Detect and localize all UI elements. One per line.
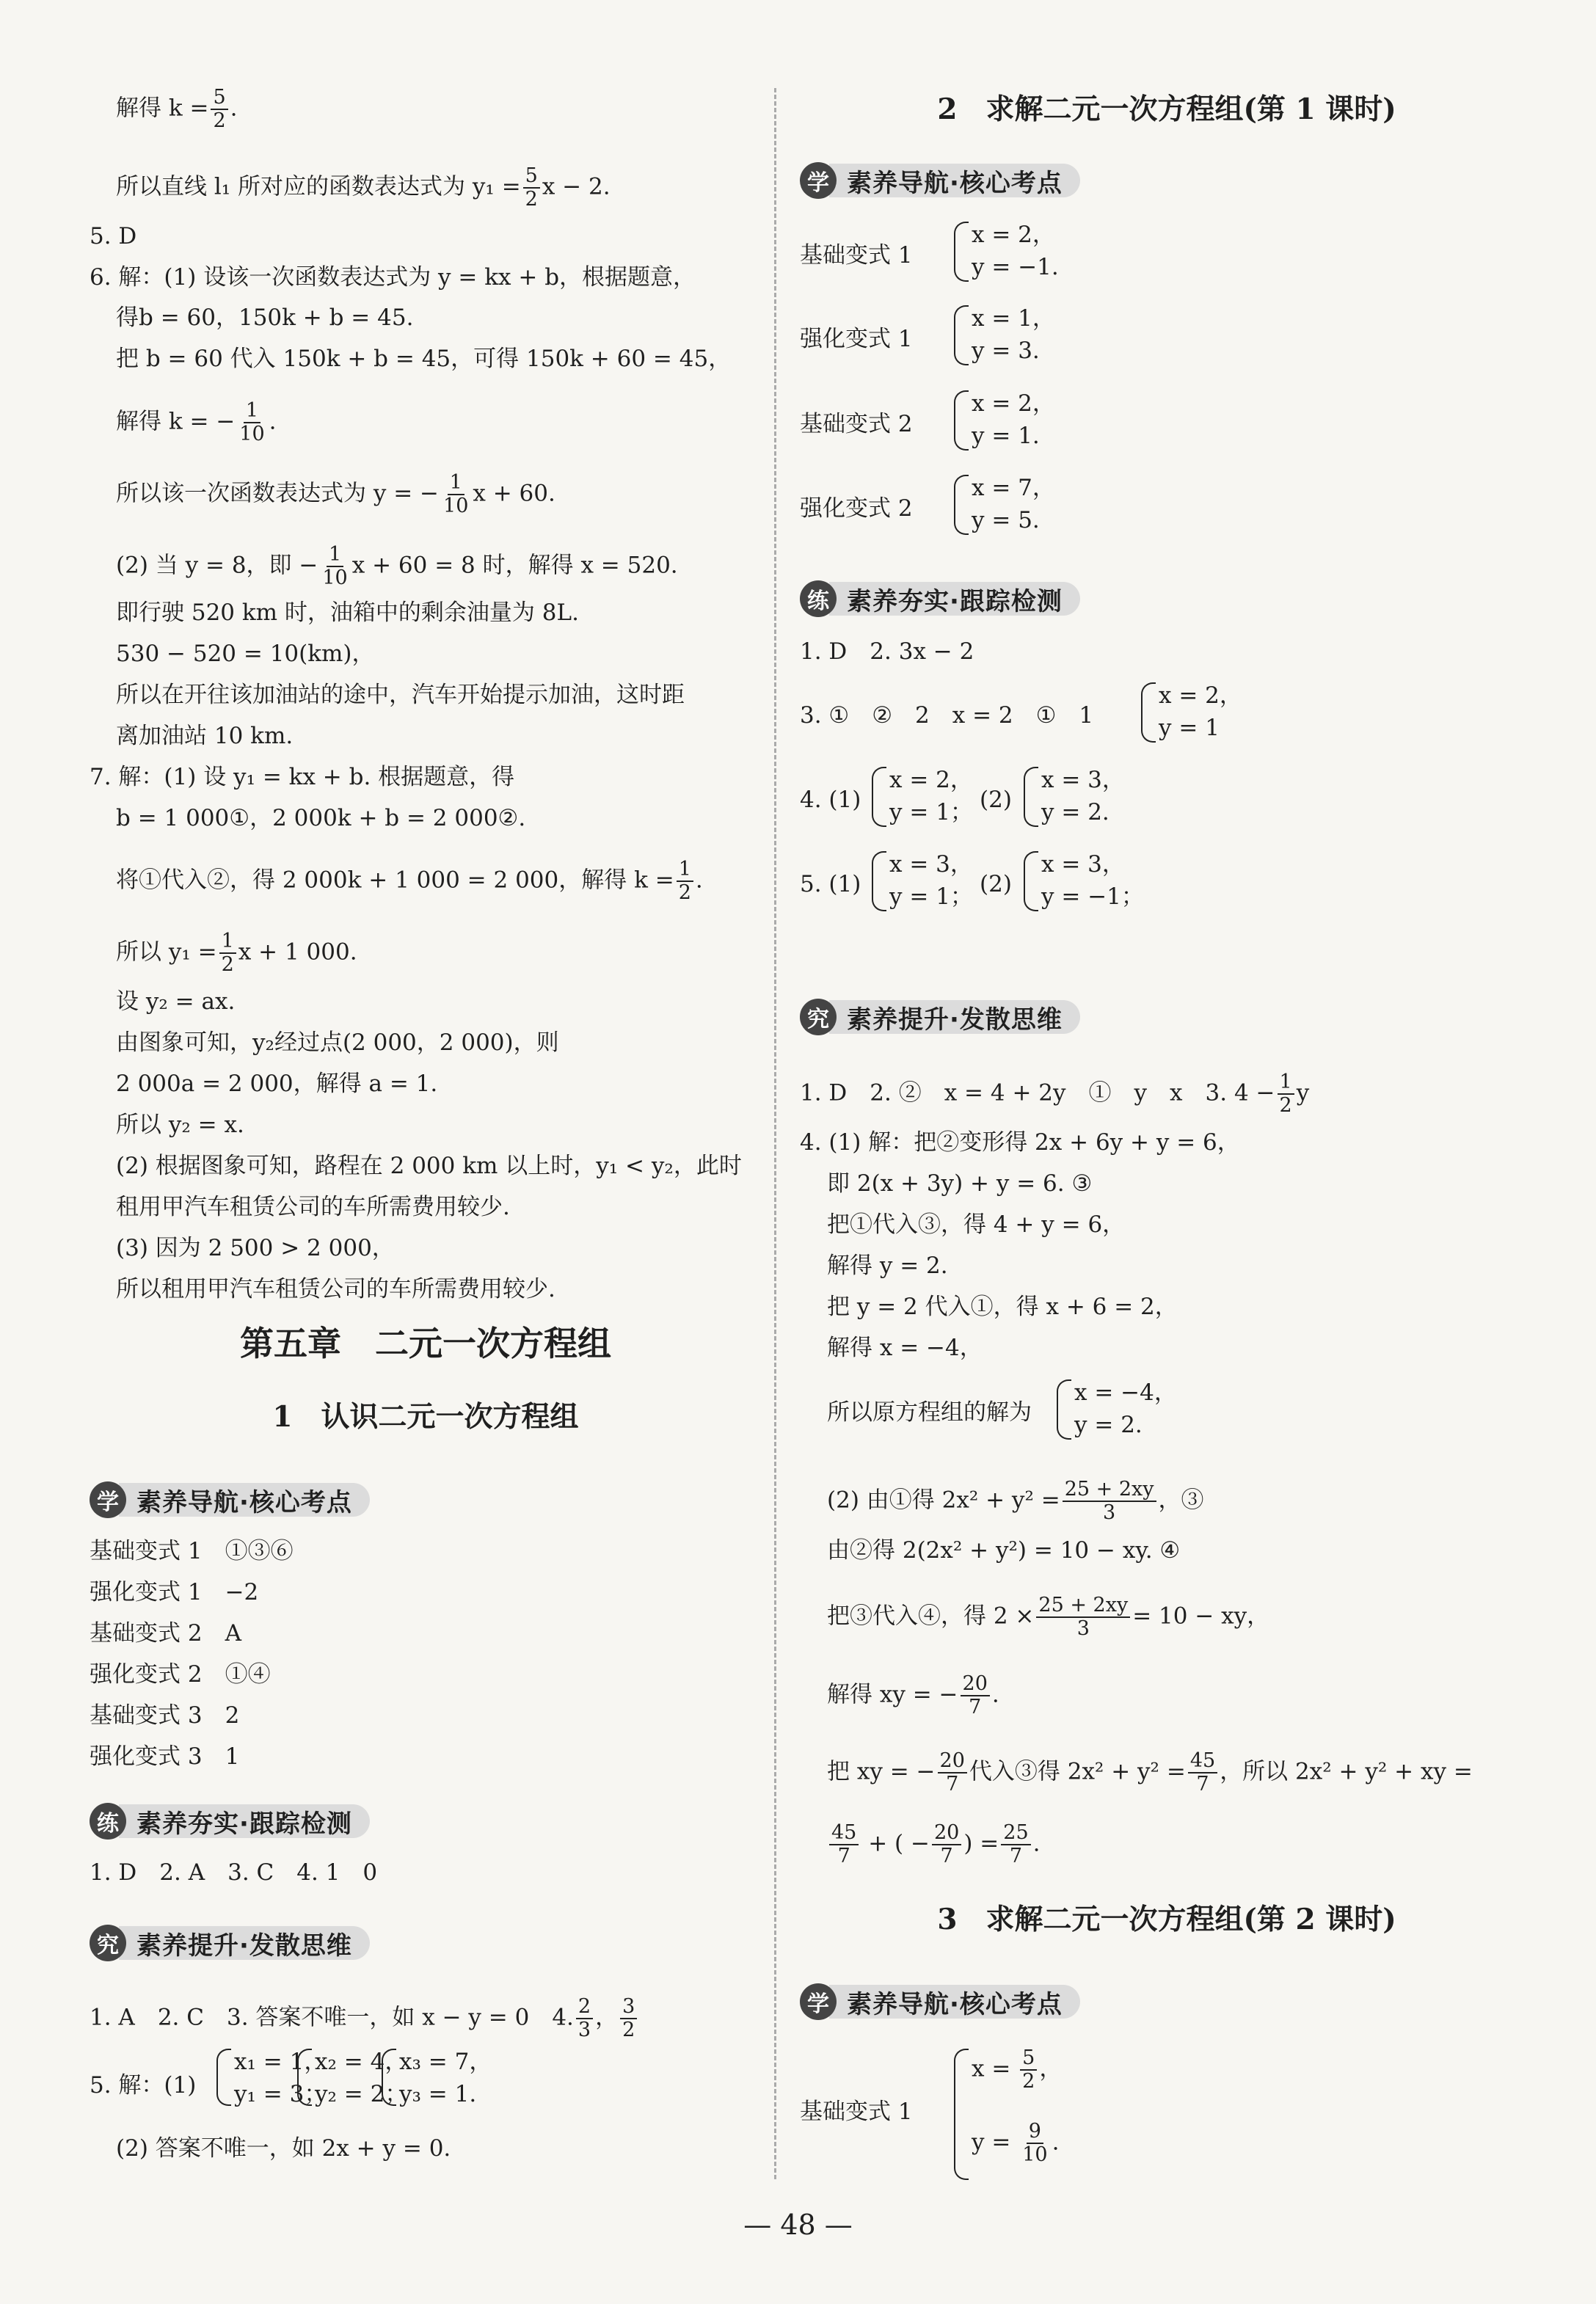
variant-label: 强化变式 2 [800,495,913,522]
section-badge-icon: 学 [800,162,837,199]
variant-label: 强化变式 1 [800,326,913,352]
section-label: 素养导航·核心考点 [829,164,1080,197]
lesson-title: 2 求解二元一次方程组(第 1 课时) [937,92,1396,126]
lesson-title: 3 求解二元一次方程组(第 2 课时) [937,1903,1396,1936]
text-line: 将①代入②，得 2 000k + 1 000 = 2 000，解得 k = $\frac{1}{2}$ . [116,858,703,904]
section-band [800,161,1080,200]
lesson-title: 1 认识二元一次方程组 [272,1400,579,1434]
text-line: 解得 y = 2. [827,1253,948,1279]
section-band [800,1983,1080,2021]
text-line: 即 2(x + 3y) + y = 6. ③ [827,1170,1093,1197]
answer-line: 5. (1) [800,871,861,897]
answer-line: (2) [980,871,1012,897]
text-line: 把③代入④，得 2 × $\frac{25 + 2xy}{3}$ = 10 − xy， [827,1594,1270,1640]
text-line: 所以直线 l₁ 所对应的函数表达式为 y₁ = $\frac{5}{2}$ x − 2. [116,164,611,211]
section-badge-icon: 究 [800,999,837,1035]
text-line: (2) 根据图象可知，路程在 2 000 km 以上时，y₁ < y₂，此时 [116,1153,742,1179]
answer-line: (2) 答案不唯一，如 2x + y = 0. [116,2135,451,2162]
text-line: 所以租用甲汽车租赁公司的车所需费用较少. [116,1276,555,1302]
text-line: 租用甲汽车租赁公司的车所需费用较少. [116,1194,510,1220]
text-line: 5. D [90,223,137,249]
section-label: 素养提升·发散思维 [119,1926,370,1960]
answer-line: 1. D 2. ② x = 4 + 2y ① y x 3. 4 − $\frac{1}{2}$ y [800,1071,1310,1117]
variant-label: 基础变式 2 [800,411,913,437]
text-line: 所以该一次函数表达式为 y = − $\frac{1}{10}$ x + 60. [116,471,555,517]
answer-line: 4. (1) [800,787,861,813]
text-line: (2) 当 y = 8，即 − $\frac{1}{10}$ x + 60 = 8 时，解得 x = 520. [116,543,678,589]
text-line: 把 b = 60 代入 150k + b = 45，可得 150k + 60 = 45， [116,346,732,372]
answer-line: (2) [980,787,1012,813]
section-label: 素养夯实·跟踪检测 [119,1804,370,1838]
text-line: 4. (1) 解：把②变形得 2x + 6y + y = 6， [800,1129,1240,1156]
variant-row: 强化变式 1 −2 [90,1579,259,1605]
section-band [800,580,1080,618]
variant-label: 基础变式 1 [800,242,913,269]
text-line: 由图象可知，y₂经过点(2 000，2 000)，则 [116,1029,559,1056]
section-badge-icon: 练 [90,1803,126,1840]
section-band [800,998,1080,1036]
section-band [90,1924,370,1962]
answer-line: 5. 解：(1) [90,2072,197,2099]
text-line: 由②得 2(2x² + y²) = 10 − xy. ④ [827,1537,1181,1564]
variant-row: 基础变式 2 A [90,1620,241,1647]
text-line: 7. 解：(1) 设 y₁ = kx + b. 根据题意，得 [90,764,515,790]
section-badge-icon: 学 [800,1983,837,2020]
text-line: 得b = 60，150k + b = 45. [116,305,414,331]
section-label: 素养提升·发散思维 [829,1000,1080,1034]
text-line: 即行驶 520 km 时，油箱中的剩余油量为 8L. [116,599,579,626]
text-line: 所以在开往该加油站的途中，汽车开始提示加油，这时距 [116,682,685,708]
variant-row: 强化变式 2 ①④ [90,1661,271,1688]
column-divider [774,88,776,2179]
text-line: 解得 k = $\frac{5}{2}$ . [116,86,238,132]
section-badge-icon: 究 [90,1925,126,1961]
text-line: 所以 y₁ = $\frac{1}{2}$ x + 1 000. [116,930,357,976]
text-line: $\frac{45}{7}$ + ( − $\frac{20}{7}$ ) = $\frac{25}{7}$ . [827,1822,1040,1867]
section-band [90,1802,370,1840]
section-label: 素养导航·核心考点 [119,1483,370,1517]
variant-label: 基础变式 1 [800,2099,913,2125]
text-line: 设 y₂ = ax. [116,988,236,1015]
section-band [90,1481,370,1519]
text-line: 把 xy = − $\frac{20}{7}$ 代入③得 2x² + y² = $\frac{45}{7}$ ，所以 2x² + y² + xy = [827,1749,1473,1796]
text-line: 把 y = 2 代入①，得 x + 6 = 2， [827,1294,1178,1320]
section-badge-icon: 练 [800,580,837,617]
text-line: 所以原方程组的解为 [827,1399,1032,1426]
section-label: 素养夯实·跟踪检测 [829,582,1080,616]
answer-line: 1. D 2. A 3. C 4. 1 0 [90,1859,378,1886]
text-line: 所以 y₂ = x. [116,1112,244,1138]
variant-row: 基础变式 1 ①③⑥ [90,1538,294,1564]
answer-line: 1. A 2. C 3. 答案不唯一，如 x − y = 0 4. $\frac{2}{3}$ ， $\frac{3}{2}$ [90,1996,639,2041]
answer-line: 3. ① ② 2 x = 2 ① 1 [800,702,1094,729]
text-line: b = 1 000①，2 000k + b = 2 000②. [116,805,526,831]
text-line: 解得 xy = − $\frac{20}{7}$ . [827,1672,999,1718]
text-line: 离加油站 10 km. [116,723,294,749]
text-line: 2 000a = 2 000，解得 a = 1. [116,1071,438,1097]
text-line: (3) 因为 2 500 > 2 000， [116,1235,395,1261]
section-badge-icon: 学 [90,1481,126,1518]
text-line: 解得 x = −4， [827,1335,983,1361]
variant-row: 强化变式 3 1 [90,1743,240,1770]
page-number: — 48 — [743,2209,853,2241]
variant-row: 基础变式 3 2 [90,1702,240,1729]
text-line: (2) 由①得 2x² + y² = $\frac{25 + 2xy}{3}$ ，③ [827,1478,1204,1524]
chapter-title: 第五章 二元一次方程组 [240,1324,611,1363]
text-line: 6. 解：(1) 设该一次函数表达式为 y = kx + b，根据题意， [90,264,696,291]
text-line: 解得 k = − $\frac{1}{10}$ . [116,399,277,445]
answer-line: 1. D 2. 3x − 2 [800,638,974,665]
text-line: 把①代入③，得 4 + y = 6， [827,1211,1126,1238]
section-label: 素养导航·核心考点 [829,1985,1080,2019]
text-line: 530 − 520 = 10(km)， [116,641,375,667]
